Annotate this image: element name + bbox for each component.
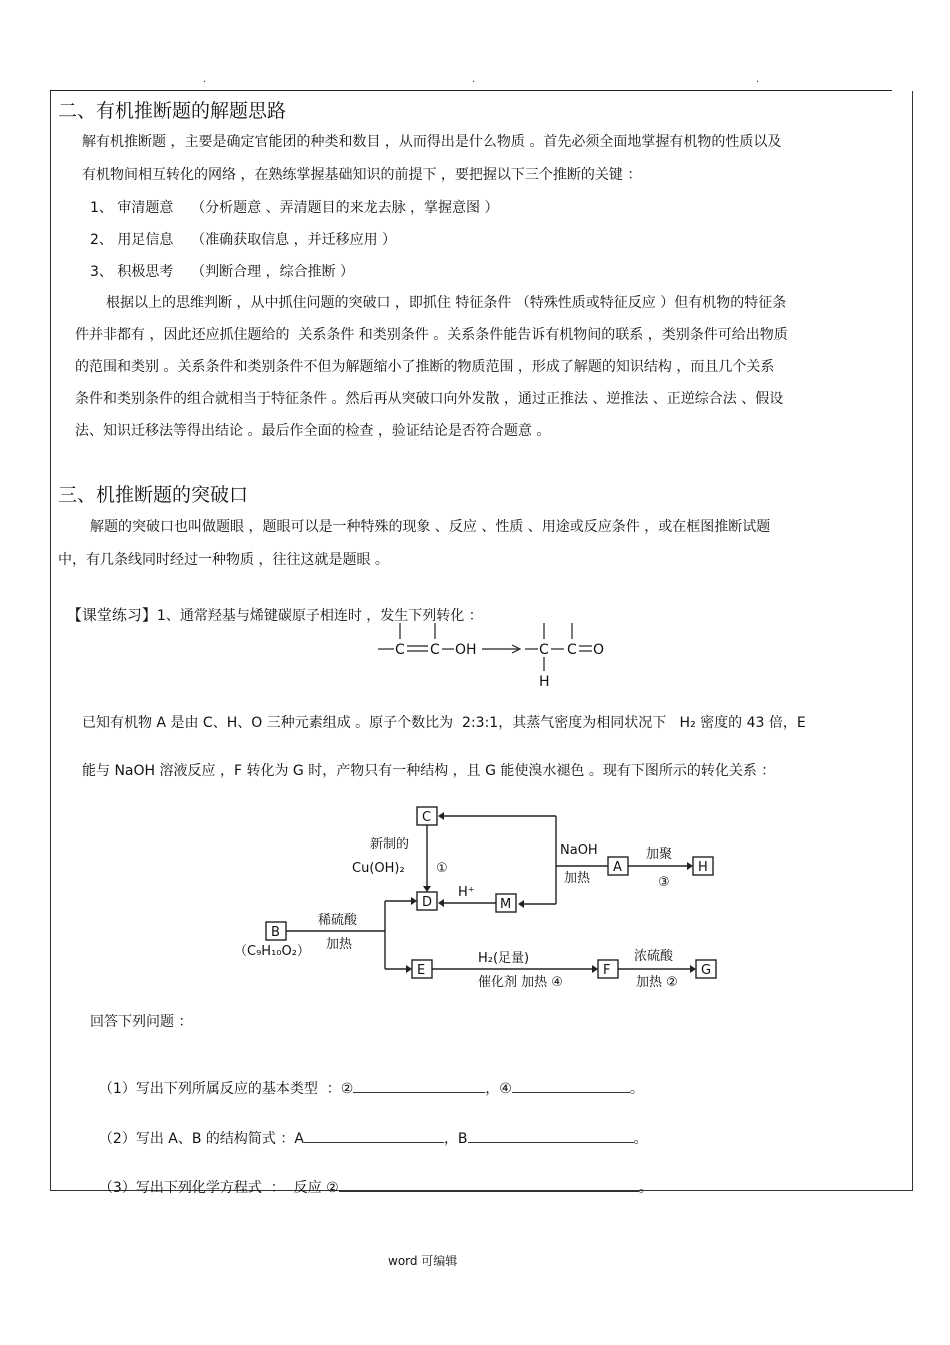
label-cuoh2: Cu(OH)₂ (352, 861, 405, 876)
section2-para-4: 条件和类别条件的组合就相当于特征条件 。然后再从突破口向外发散 ，通过正推法 、逆推法 、正逆综合法 、假设 (75, 391, 784, 407)
q1-end: 。 (629, 1081, 644, 1097)
section2-para-3: 的范围和类别 。关系条件和类别条件不但为解题缩小了推断的物质范围 ，形成了解题的知识结构 ，而且几个关系 (75, 359, 775, 375)
q2-end: 。 (633, 1131, 648, 1147)
q3-answer[interactable] (339, 1178, 639, 1192)
q3-end: 。 (638, 1180, 653, 1196)
header-dot-3: . (756, 74, 760, 85)
question-3 (90, 1161, 653, 1197)
questions-intro: 回答下列问题 ： (90, 1014, 193, 1030)
node-a: A (613, 860, 622, 875)
node-c: C (422, 810, 432, 825)
label-fresh: 新制的 (370, 837, 410, 852)
exercise-known-1: 已知有机物 A 是由 C、H、O 三种元素组成 。原子个数比为 2:3:1，其蒸气密度为相同状况下 H₂ 密度的 43 倍，E (82, 715, 806, 731)
label-hplus: H⁺ (458, 885, 475, 900)
node-f: F (603, 963, 611, 978)
q2-answer-b[interactable] (468, 1129, 634, 1143)
exercise-label: 【课堂练习】 (66, 606, 157, 624)
q1-answer-2[interactable] (353, 1079, 485, 1093)
node-d: D (422, 895, 433, 910)
label-circ3: ③ (658, 875, 670, 890)
struct-c2: C (430, 642, 440, 658)
struct-o: O (593, 642, 605, 658)
q1-sep: ，④ (485, 1081, 512, 1097)
section2-item-1: 1、 审清题意 （分析题意 、弄清题目的来龙去脉 ，掌握意图 ） (90, 200, 499, 216)
header-dot-2: . (472, 74, 476, 85)
section2-intro-1: 解有机推断题 ，主要是确定官能团的种类和数目 ，从而得出是什么物质 。首先必须全面地掌握有机物的性质以及 (82, 134, 782, 150)
q3-text: （3）写出下列化学方程式 ： 反应 ② (98, 1180, 339, 1196)
label-naoh: NaOH (560, 843, 598, 858)
q2-sep: ，B (443, 1131, 468, 1147)
node-e: E (417, 963, 426, 978)
section3-para-2: 中，有几条线同时经过一种物质 ，往往这就是题眼 。 (58, 552, 389, 568)
node-m: M (500, 897, 512, 912)
section2-intro-2: 有机物间相互转化的网络 ，在熟练掌握基础知识的前提下 ，要把握以下三个推断的关键 ： (82, 167, 642, 183)
label-dilute-acid: 稀硫酸 (318, 913, 358, 928)
question-1 (90, 1062, 644, 1098)
struct-oh: OH (455, 642, 477, 658)
q1-answer-4[interactable] (512, 1079, 630, 1093)
section2-para-5: 法、知识迁移法等得出结论 。最后作全面的检查 ，验证结论是否符合题意 。 (75, 423, 551, 439)
label-b-formula: （C₉H₁₀O₂） (234, 944, 310, 959)
section3-para-1: 解题的突破口也叫做题眼 ，题眼可以是一种特殊的现象 、反应 、性质 、用途或反应条件 ，或在框图推断试题 (90, 519, 771, 535)
label-conc-acid: 浓硫酸 (634, 949, 674, 964)
label-heat-f: 加热 ② (636, 975, 678, 990)
footer-note: word 可编辑 (388, 1254, 458, 1268)
node-h: H (698, 860, 708, 875)
q1-text: （1）写出下列所属反应的基本类型 ：② (98, 1081, 354, 1097)
header-dot-1: . (203, 74, 207, 85)
struct-c3: C (539, 642, 549, 658)
exercise-intro: 1、通常羟基与烯键碳原子相连时 ，发生下列转化 ： (156, 608, 483, 624)
label-heat-a: 加热 (564, 871, 591, 886)
section2-heading: 二、有机推断题的解题思路 (58, 100, 287, 122)
label-circ1: ① (436, 861, 448, 876)
label-h2: H₂(足量) (478, 951, 530, 966)
section2-para-2: 件并非都有 ，因此还应抓住题给的 关系条件 和类别条件 。关系条件能告诉有机物间的联系 ，类别条件可给出物质 (75, 327, 788, 343)
section2-item-3: 3、 积极思考 （判断合理 ，综合推断 ） (90, 264, 355, 280)
question-2 (90, 1112, 648, 1148)
section2-item-2: 2、 用足信息 （准确获取信息 ，并迁移应用 ） (90, 232, 397, 248)
node-g: G (701, 963, 712, 978)
reaction-scheme (230, 800, 750, 990)
exercise-known-2: 能与 NaOH 溶液反应 ，F 转化为 G 时，产物只有一种结构 ，且 G 能使溴水褪色 。现有下图所示的转化关系 ： (82, 763, 776, 779)
struct-h: H (539, 674, 550, 690)
struct-c1: C (395, 642, 405, 658)
label-jiaju: 加聚 (646, 847, 673, 862)
section3-heading: 三、机推断题的突破口 (58, 484, 249, 506)
enol-keto-structure (370, 615, 630, 695)
label-catalyst-heat: 催化剂 加热 ④ (478, 975, 563, 990)
q2-text: （2）写出 A、B 的结构简式 ：A (98, 1131, 304, 1147)
q2-answer-a[interactable] (304, 1129, 444, 1143)
label-heat-b: 加热 (326, 937, 353, 952)
struct-c4: C (567, 642, 577, 658)
section2-para-1: 根据以上的思维判断 ，从中抓住问题的突破口 ，即抓住 特征条件 （特殊性质或特征反应 ）但有机物的特征条 (106, 295, 787, 311)
node-b: B (271, 925, 280, 940)
